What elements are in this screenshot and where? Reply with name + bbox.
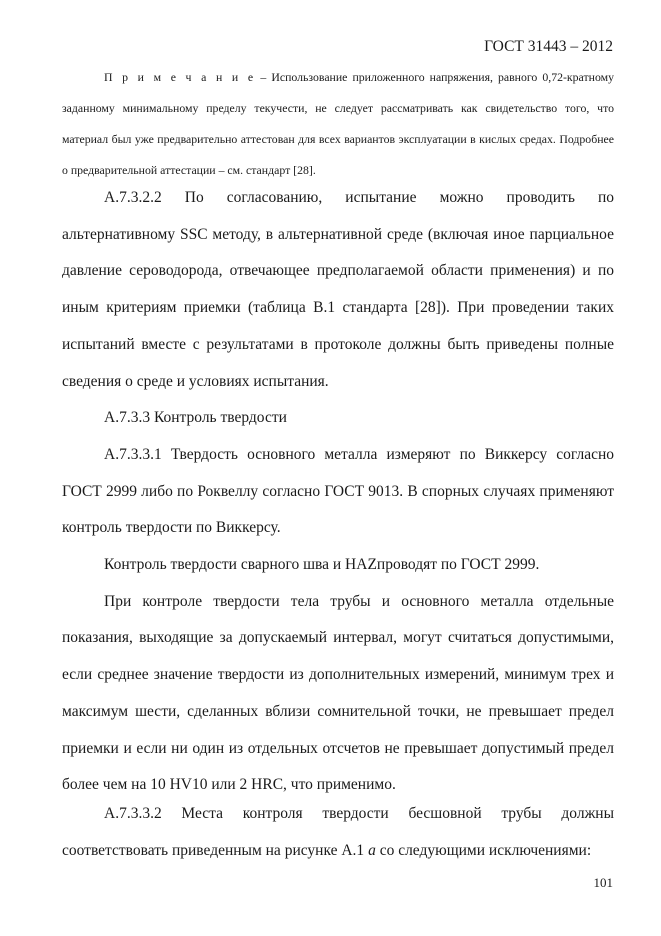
paragraph-a7331: А.7.3.3.1 Твердость основного металла измеряют по Виккерсу согласно ГОСТ 2999 либо по Роквеллу согласно ГОСТ 9013. В спорных случаях применяют контроль твердости по Виккерсу. [62, 445, 614, 537]
document-id-header: ГОСТ 31443 – 2012 [484, 38, 613, 55]
paragraph-a7332-start: А.7.3.3.2 Места контроля твердости бесшовной трубы должны соответствовать приведенным на рисунке А.1 [62, 805, 614, 859]
figure-item-letter: а [368, 841, 376, 859]
body-text [62, 180, 614, 804]
paragraph-weld-hardness: Контроль твердости сварного шва и HAZпроводят по ГОСТ 2999. [104, 556, 540, 574]
note-label: П р и м е ч а н и е [104, 70, 256, 84]
note-text: – Использование приложенного напряжения, равного 0,72-кратному заданному минимальному пределу текучести, не следует рассматривать как свидетельство того, что материал был уже предварительно аттестован для всех вариантов эксплуатации в кислых средах. Подробнее о предварительной аттестации – см. стандарт [28]. [62, 70, 614, 177]
paragraph-a7332 [62, 796, 614, 869]
note-paragraph [62, 62, 614, 186]
section-heading-a733: А.7.3.3 Контроль твердости [104, 409, 287, 427]
paragraph-a7332-end: со следующими исключениями: [375, 841, 592, 859]
page-number: 101 [593, 875, 613, 890]
paragraph-hardness-readings: При контроле твердости тела трубы и основного металла отдельные показания, выходящие за допускаемый интервал, могут считаться допустимыми, если среднее значение твердости из дополнительных измерений, минимум трех и максимум шести, сделанных вблизи сомнительной точки, не превышает предел приемки и если ни один из отдельных отсчетов не превышает допустимый предел более чем на 10 HV10 или 2 HRC, что применимо. [62, 592, 614, 794]
body-text-last [62, 796, 614, 869]
paragraph-a7322: А.7.3.2.2 По согласованию, испытание можно проводить по альтернативному SSC методу, в альтернативной среде (включая иное парциальное давление сероводорода, отвечающее предполагаемой области применения) и по иным критериям приемки (таблица В.1 стандарта [28]). При проведении таких испытаний вместе с результатами в протоколе должны быть приведены полные сведения о среде и условиях испытания. [62, 189, 614, 390]
